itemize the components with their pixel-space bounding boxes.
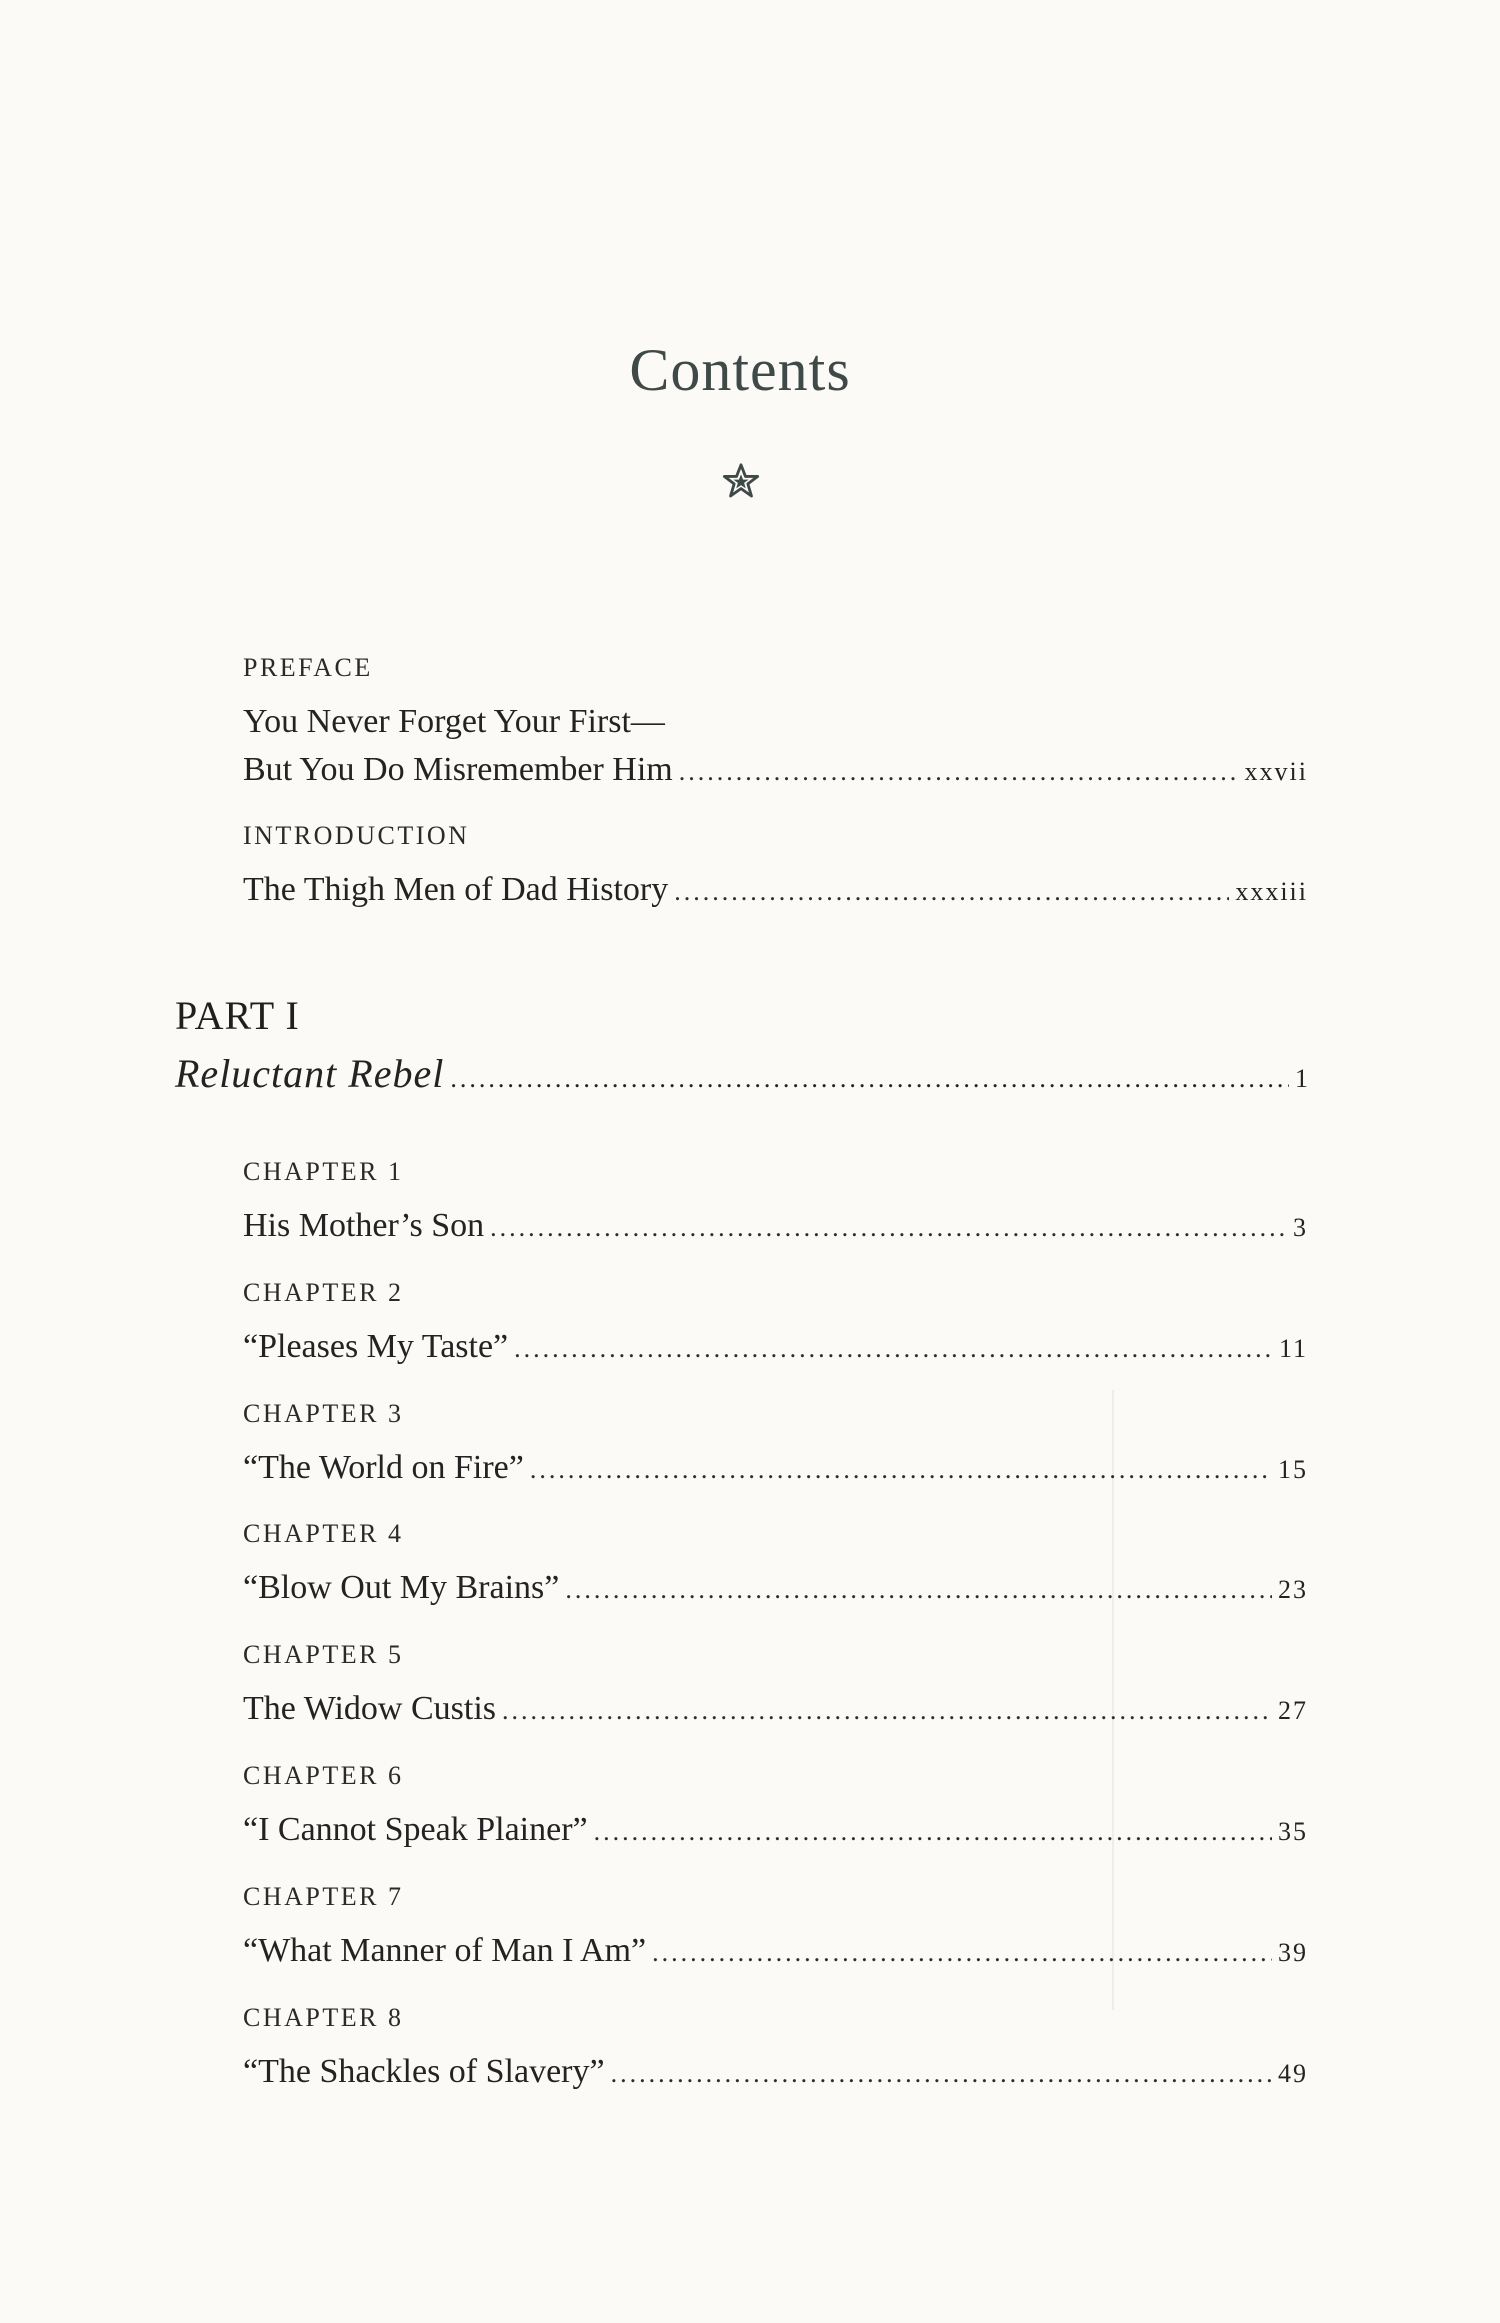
chapter-page-number: 39: [1278, 1938, 1308, 1967]
entry-title: But You Do Misremember Him: [243, 751, 673, 788]
dot-leader: [530, 1446, 1272, 1494]
part-title: Reluctant Rebel: [175, 1051, 445, 1096]
chapter-title: “What Manner of Man I Am”: [243, 1932, 647, 1969]
toc-entry-chapter[interactable]: [243, 1516, 1308, 1612]
dot-leader: [514, 1325, 1273, 1373]
chapter-page-number: 49: [1278, 2059, 1308, 2088]
entry-title-line1: You Never Forget Your First—: [243, 703, 665, 740]
toc-entry-preface[interactable]: [243, 650, 1308, 794]
chapter-title: “Blow Out My Brains”: [243, 1569, 560, 1606]
toc-entry-introduction[interactable]: [243, 818, 1308, 914]
dot-leader: [679, 748, 1239, 796]
toc-entry-chapter[interactable]: [243, 1637, 1308, 1733]
dot-leader: [652, 1929, 1272, 1977]
toc-entry-chapter[interactable]: [243, 1275, 1308, 1371]
chapter-title: “The World on Fire”: [243, 1449, 524, 1486]
chapter-line: [243, 1685, 1308, 1733]
chapter-label: CHAPTER 7: [243, 1882, 404, 1911]
chapter-label: CHAPTER 2: [243, 1278, 404, 1307]
entry-title-line: [243, 866, 1308, 914]
chapter-label: CHAPTER 5: [243, 1640, 404, 1669]
toc-entry-chapter[interactable]: [243, 1154, 1308, 1250]
part-label: PART I: [175, 993, 300, 1038]
chapter-page-number: 11: [1278, 1334, 1308, 1363]
dot-leader: [490, 1204, 1287, 1252]
toc-entry-chapter[interactable]: [243, 2000, 1308, 2096]
entry-title-line2: [243, 746, 1308, 794]
entry-label: PREFACE: [243, 653, 373, 682]
dot-leader: [502, 1687, 1272, 1735]
dot-leader: [565, 1566, 1272, 1614]
chapter-line: [243, 1444, 1308, 1492]
entry-page-number: xxxiii: [1235, 877, 1308, 906]
toc-entry-chapter[interactable]: [243, 1879, 1308, 1975]
dot-leader: [611, 2050, 1272, 2098]
part-page-number: 1: [1295, 1064, 1308, 1093]
chapter-page-number: 27: [1278, 1696, 1308, 1725]
chapter-line: [243, 1927, 1308, 1975]
entry-page-number: xxvii: [1244, 757, 1308, 786]
entry-title: The Thigh Men of Dad History: [243, 871, 669, 908]
chapter-label: CHAPTER 4: [243, 1519, 404, 1548]
toc-entry-chapter[interactable]: [243, 1396, 1308, 1492]
toc-entry-chapter[interactable]: [243, 1758, 1308, 1854]
chapter-title: “The Shackles of Slavery”: [243, 2053, 605, 2090]
entry-label: INTRODUCTION: [243, 821, 470, 850]
chapter-line: [243, 2048, 1308, 2096]
chapter-title: “I Cannot Speak Plainer”: [243, 1811, 588, 1848]
chapter-label: CHAPTER 1: [243, 1157, 404, 1186]
dot-leader: [594, 1808, 1272, 1856]
chapter-label: CHAPTER 6: [243, 1761, 404, 1790]
chapter-label: CHAPTER 3: [243, 1399, 404, 1428]
chapter-line: [243, 1323, 1308, 1371]
chapter-line: [243, 1564, 1308, 1612]
chapter-page-number: 3: [1293, 1213, 1308, 1242]
chapter-line: [243, 1806, 1308, 1854]
chapter-page-number: 15: [1278, 1455, 1308, 1484]
chapter-page-number: 23: [1278, 1575, 1308, 1604]
dot-leader: [450, 1064, 1289, 1094]
chapter-title: The Widow Custis: [243, 1690, 497, 1727]
chapter-page-number: 35: [1278, 1817, 1308, 1846]
dot-leader: [674, 868, 1229, 916]
chapter-title: “Pleases My Taste”: [243, 1328, 509, 1365]
page-title: Contents: [629, 337, 851, 403]
toc-entry-part[interactable]: [175, 1050, 1308, 1110]
chapter-title: His Mother’s Son: [243, 1207, 485, 1244]
chapter-label: CHAPTER 8: [243, 2003, 404, 2032]
chapter-line: [243, 1202, 1308, 1250]
star-icon: [722, 462, 760, 500]
